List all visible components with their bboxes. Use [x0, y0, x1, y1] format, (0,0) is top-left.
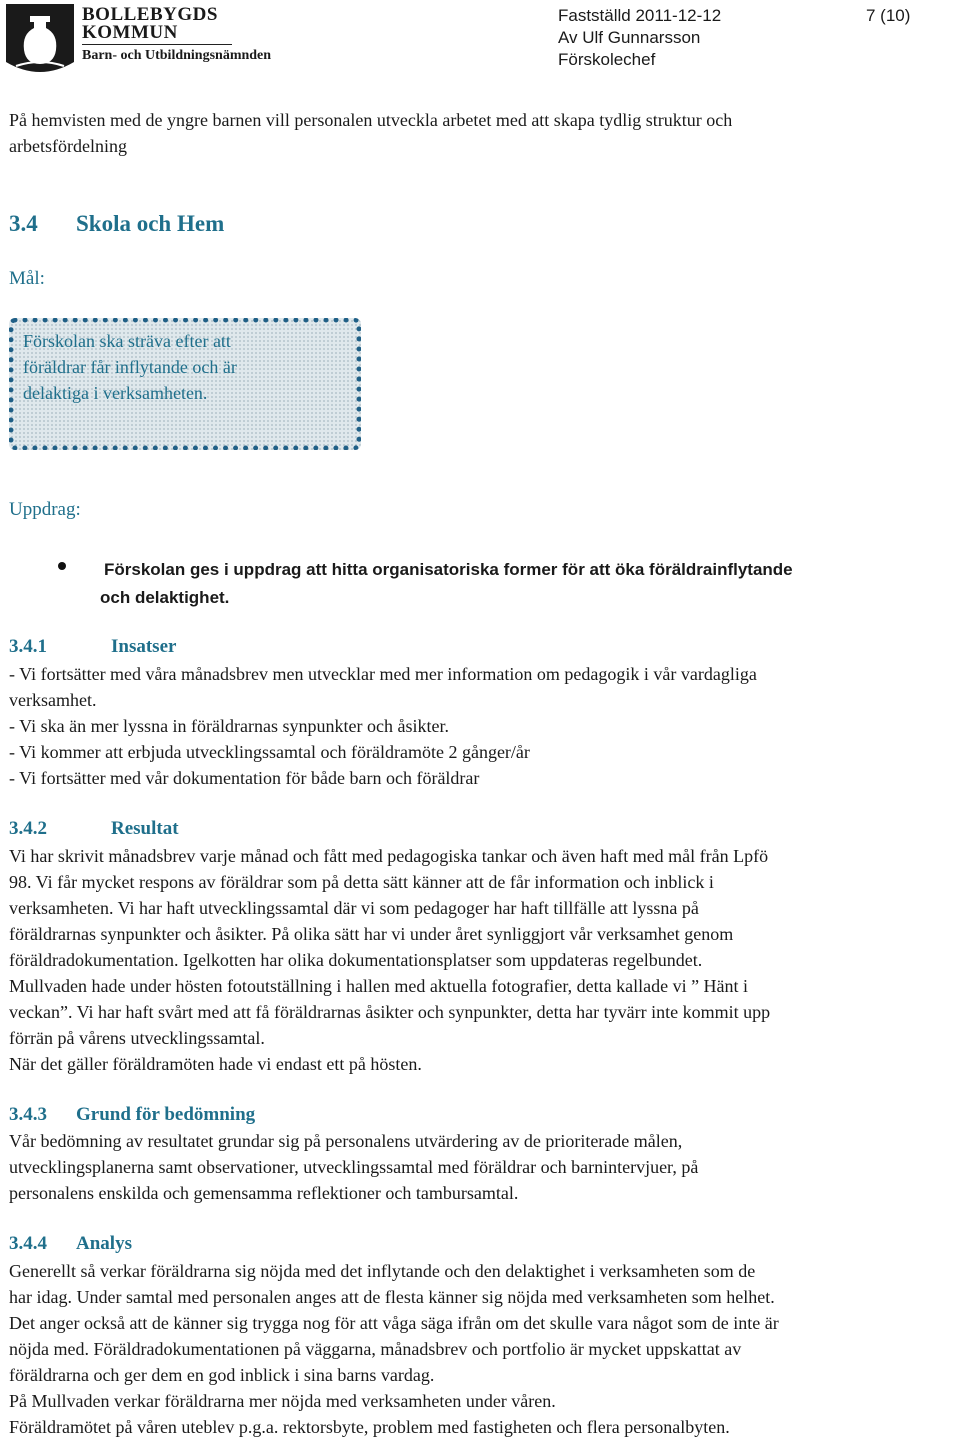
- grund-body: [9, 1128, 949, 1206]
- resultat-number: 3.4.2: [9, 818, 47, 839]
- text-line: Generellt så verkar föräldrarna sig nöjda med det inflytande och den delaktighet i verksamheten som de: [9, 1261, 756, 1281]
- grund-heading: Grund för bedömning: [76, 1104, 256, 1125]
- text-line: föräldradokumentation. Igelkotten har olika dokumentationsplatser som uppdateras regelbundet.: [9, 950, 703, 970]
- resultat-heading: Resultat: [111, 818, 179, 839]
- text-line: - Vi ska än mer lyssna in föräldrarnas synpunkter och åsikter.: [9, 716, 449, 736]
- text-line: föräldrarnas synpunkter och åsikter. På olika sätt har vi under året synliggjort vår verksamhet genom: [9, 924, 734, 944]
- analys-number: 3.4.4: [9, 1233, 47, 1254]
- insatser-heading: Insatser: [111, 636, 177, 657]
- text-line: - Vi fortsätter med vår dokumentation för både barn och föräldrar: [9, 768, 480, 788]
- org-department: Barn- och Utbildningsnämnden: [82, 48, 272, 63]
- intro-line-2: arbetsfördelning: [9, 136, 127, 156]
- assignment-line-1: Förskolan ges i uppdrag att hitta organisatoriska former för att öka föräldrainflytande: [104, 560, 793, 579]
- text-line: har idag. Under samtal med personalen anges att de flesta känner sig nöjda med verksamheten som helhet.: [9, 1287, 775, 1307]
- org-name-divider: [82, 44, 232, 45]
- header-role: Förskolechef: [558, 50, 656, 69]
- text-line: Mullvaden hade under hösten fotoutställning i hallen med aktuella fotografier, detta kallade vi ” Hänt i: [9, 976, 749, 996]
- municipality-crest-logo: [4, 2, 76, 78]
- text-line: - Vi fortsätter med våra månadsbrev men utvecklar med mer information om pedagogik i vår vardagliga: [9, 664, 757, 684]
- assignment-line-2: och delaktighet.: [100, 588, 230, 607]
- assignment-label: Uppdrag:: [9, 499, 81, 520]
- bullet-dot: [58, 562, 66, 570]
- text-line: verksamhet.: [9, 690, 97, 710]
- text-line: utvecklingsplanerna samt observationer, utvecklingssamtal med föräldrar och barnintervjuer, på: [9, 1157, 699, 1177]
- text-line: När det gäller föräldramöten hade vi endast ett på hösten.: [9, 1054, 422, 1074]
- goal-label: Mål:: [9, 268, 45, 289]
- text-line: veckan”. Vi har haft svårt med att få föräldrarnas åsikter och synpunkter, detta har tyvärr inte kommit upp: [9, 1002, 771, 1022]
- section-title: Skola och Hem: [76, 211, 225, 236]
- goal-line: Förskolan ska sträva efter att: [23, 331, 231, 351]
- text-line: verksamheten. Vi har haft utvecklingssamtal där vi som pedagoger har haft tillfälle att lyssna på: [9, 898, 699, 918]
- grund-number: 3.4.3: [9, 1104, 47, 1125]
- text-line: föräldrarna och ger dem en god inblick i sina barns vardag.: [9, 1365, 435, 1385]
- text-line: Det anger också att de känner sig trygga nog för att våga säga ifrån om det skulle vara något som de inte är: [9, 1313, 779, 1333]
- insatser-number: 3.4.1: [9, 636, 47, 657]
- analys-heading: Analys: [76, 1233, 132, 1254]
- text-line: Föräldramötet på våren uteblev p.g.a. rektorsbyte, problem med fastigheten och flera personalbyten.: [9, 1417, 730, 1437]
- text-line: nöjda med. Föräldradokumentationen på väggarna, månadsbrev och portfolio är mycket uppskattat av: [9, 1339, 742, 1359]
- org-name-line2: KOMMUN: [82, 22, 178, 43]
- text-line: - Vi kommer att erbjuda utvecklingssamtal och föräldramöte 2 gånger/år: [9, 742, 530, 762]
- text-line: Vi har skrivit månadsbrev varje månad och fått med pedagogiska tankar och även haft med mål från Lpfö: [9, 846, 769, 866]
- org-name-line1: BOLLEBYGDS: [82, 4, 218, 25]
- text-line: Vår bedömning av resultatet grundar sig på personalens utvärdering av de prioriterade målen,: [9, 1131, 683, 1151]
- intro-line-1: På hemvisten med de yngre barnen vill personalen utveckla arbetet med att skapa tydlig struktur och: [9, 110, 733, 130]
- resultat-body: [9, 843, 954, 1077]
- analys-body: [9, 1258, 954, 1440]
- text-line: På Mullvaden verkar föräldrarna mer nöjda med verksamheten under våren.: [9, 1391, 556, 1411]
- text-line: förrän på vårens utvecklingssamtal.: [9, 1028, 265, 1048]
- text-line: personalens enskilda och gemensamma reflektioner och tambursamtal.: [9, 1183, 519, 1203]
- text-line: 98. Vi får mycket respons av föräldrar som på detta sätt känner att de får information och inblick i: [9, 872, 714, 892]
- page-number: 7 (10): [866, 6, 911, 25]
- insatser-body: [9, 661, 949, 791]
- header-date: Fastställd 2011-12-12: [558, 6, 722, 25]
- header-author: Av Ulf Gunnarsson: [558, 28, 701, 47]
- goal-line: delaktiga i verksamheten.: [23, 383, 208, 403]
- goal-line: föräldrar får inflytande och är: [23, 357, 237, 377]
- section-number: 3.4: [9, 211, 38, 236]
- goal-text: [23, 328, 343, 406]
